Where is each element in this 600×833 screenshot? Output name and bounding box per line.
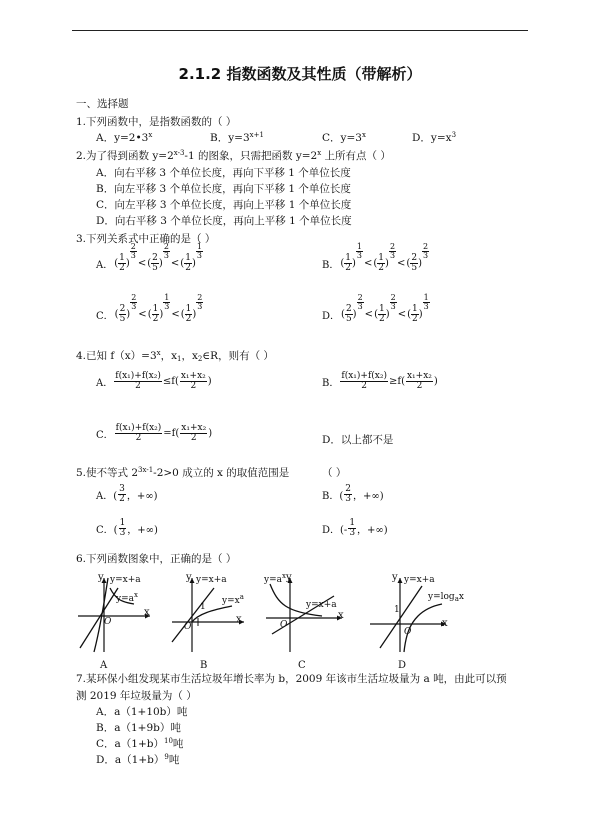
q3-C-base-2-den: 2 [185, 314, 192, 325]
q5-B-frac-den: 3 [345, 494, 351, 505]
q5-D-frac-den: 3 [349, 528, 356, 539]
q3-A-term-1: ( $\frac{2}{5}$ ) $\frac{2}{3}$ [147, 242, 169, 274]
q3-D-base-1-den: 2 [378, 314, 385, 325]
q4-A-rhs-den: 2 [190, 381, 197, 392]
q5-B-frac-num: 2 [345, 484, 351, 494]
q7-option-b: B．a（1+9b）吨 [96, 722, 181, 734]
q3-D-base-2 [411, 305, 419, 325]
q3-D-base-1 [378, 305, 386, 325]
q4-C-rhs-num: x₁+x₂ [181, 423, 207, 433]
q3-stem: 3.下列关系式中正确的是（ ） [76, 233, 216, 245]
q4-option-d: D．以上都不是 [322, 434, 394, 446]
q3-C-exp-2 [196, 294, 203, 311]
q1-option-c: C．$y=3^x$ [322, 131, 366, 144]
q3-option-c [96, 293, 203, 325]
q3-D-base-0-num: 2 [345, 304, 352, 314]
graph-d-line-label: y=x+a [404, 575, 435, 585]
q3-B-term-0: ( $\frac{1}{2}$ ) $\frac{1}{3}$ [340, 242, 362, 274]
graph-a-letter: A [100, 660, 108, 671]
q7-option-a: A．a（1+10b）吨 [96, 706, 188, 718]
q4-B-label: B． [322, 378, 340, 390]
graph-b-origin: O [184, 622, 192, 632]
q3-A-exp-num-0: 2 [130, 242, 136, 252]
q3-B-base-0 [344, 254, 352, 274]
q3-A-base-2-den: 2 [185, 263, 191, 274]
graph-b-letter: B [200, 660, 208, 671]
q4-B-rhs-num: x₁+x₂ [406, 371, 432, 381]
q3-C-base-1-num: 1 [152, 304, 159, 314]
graph-a-y-label: y [98, 572, 104, 583]
q3-B-term-2: ( $\frac{2}{5}$ ) $\frac{2}{3}$ [406, 242, 429, 274]
q5-D-frac-num: 1 [349, 518, 356, 528]
q3-D-lt-2: < [397, 309, 407, 321]
q3-A-exp-0 [130, 243, 137, 260]
q3-B-exp-num-1: 2 [389, 242, 396, 252]
q3-B-term-1: ( $\frac{1}{2}$ ) $\frac{2}{3}$ [373, 242, 396, 274]
q3-D-base-2-num: 1 [412, 304, 418, 314]
q3-A-exp-den-1: 3 [163, 251, 169, 261]
q3-A-exp-num-2: 1 [196, 242, 202, 252]
q3-C-lt-1: < [138, 309, 147, 321]
q4-C-rhs [180, 424, 207, 444]
q4-B-close: ) [433, 376, 438, 388]
graph-b-one: 1 [200, 602, 206, 612]
q3-B-base-0-den: 2 [345, 263, 351, 274]
q4-B-lhs-num: f(x₁)+f(x₂) [341, 371, 387, 381]
q3-C-label: C． [96, 311, 114, 323]
q3-B-exp-2 [422, 243, 429, 260]
q3-A-base-0-den: 2 [119, 263, 125, 274]
q7-option-c: C．$a(1+b)^{10}$吨 [96, 737, 184, 750]
graph-a-curve-label: $y=a^x$ [116, 591, 138, 604]
q5-C-label: C．( [96, 525, 118, 537]
q3-C-term-1: ( $\frac{1}{2}$ ) $\frac{1}{3}$ [147, 293, 170, 325]
q3-C-exp-num-1: 1 [164, 293, 170, 303]
graph-d-origin: O [404, 627, 412, 637]
q3-C-exp-1 [163, 294, 170, 311]
q3-A-exp-den-2: 3 [196, 251, 202, 261]
q2-stem: 2.为了得到函数 $y=2^{x-3}-1$ 的图象，只需把函数 $y=2^x$ 上所有点（ ） [76, 149, 391, 162]
q3-C-exp-den-2: 3 [197, 302, 203, 312]
q3-D-term-1: ( $\frac{1}{2}$ ) $\frac{2}{3}$ [374, 293, 396, 325]
q3-B-exp-den-0: 3 [356, 251, 362, 261]
q5-A-frac-num: 3 [119, 484, 125, 494]
q3-option-a [96, 242, 203, 274]
section-heading: 一、选择题 [76, 98, 129, 110]
q5-C-frac [119, 519, 127, 539]
q3-D-exp-num-2: 1 [423, 293, 429, 303]
graph-d [366, 574, 450, 654]
q4-C-rhs-den: 2 [190, 433, 197, 444]
q3-A-exp-den-0: 3 [130, 251, 136, 261]
q5-B-tail: ，+∞) [352, 491, 384, 503]
q3-C-term-0: ( $\frac{2}{5}$ ) $\frac{2}{3}$ [114, 293, 137, 325]
graph-d-one: 1 [394, 605, 400, 615]
q5-C-tail: ，+∞) [127, 525, 158, 537]
q5-C-frac-num: 1 [119, 518, 126, 528]
q3-D-exp-num-0: 2 [357, 293, 363, 303]
q2-option-c: C．向左平移 3 个单位长度，再向上平移 1 个单位长度 [96, 199, 352, 211]
q4-option-a [96, 372, 212, 392]
q5-option-a [96, 485, 157, 505]
q4-A-label: A． [96, 378, 114, 390]
q5-A-label: A．( [96, 491, 118, 503]
q5-D-label: D．(- [322, 525, 348, 537]
q2-option-d: D．向右平移 3 个单位长度，再向上平移 1 个单位长度 [96, 215, 352, 227]
graph-d-y-label: y [392, 572, 398, 583]
q3-D-exp-1 [390, 294, 397, 311]
q3-B-exp-1 [389, 243, 396, 260]
q2-option-b: B．向左平移 3 个单位长度，再向下平移 1 个单位长度 [96, 183, 351, 195]
q2-option-a: A．向右平移 3 个单位长度，再向下平移 1 个单位长度 [96, 167, 351, 179]
q4-A-rel: ≤f( [162, 376, 179, 388]
q3-C-base-0-den: 5 [119, 314, 126, 325]
q3-C-exp-num-2: 2 [197, 293, 203, 303]
graph-c-curve-label: $y=a^x$ [264, 572, 286, 585]
q1-option-d: D．$y=x^3$ [412, 131, 457, 144]
q7-stem-line1: 7.某环保小组发现某市生活垃圾年增长率为 b，2009 年该市生活垃圾量为 a 吨，由此可以预 [76, 673, 507, 685]
q1-option-a: A．$y=2•3^x$ [96, 131, 153, 144]
q4-option-c [96, 424, 212, 444]
q3-B-base-2 [410, 254, 418, 274]
q3-D-exp-den-1: 3 [390, 302, 396, 312]
q3-D-base-2-den: 2 [412, 314, 418, 325]
q5-D-frac [348, 519, 356, 539]
q3-C-base-0 [119, 305, 127, 325]
q3-B-base-1-den: 2 [378, 263, 385, 274]
q4-A-rhs [180, 372, 207, 392]
q4-stem: 4.已知 $f(x)=3^x$，$x_1$，$x_2\in R$，则有（ ） [76, 349, 274, 363]
graph-b-curve-label: $y=x^a$ [222, 593, 244, 606]
q3-C-base-0-num: 2 [119, 304, 126, 314]
q7-option-d: D．$a(1+b)^9$吨 [96, 753, 180, 766]
q4-A-close: ) [207, 376, 212, 388]
q5-A-frac [118, 485, 126, 505]
q5-D-tail: ，+∞) [357, 525, 388, 537]
q3-A-term-0: ( $\frac{1}{2}$ ) $\frac{2}{3}$ [114, 242, 136, 274]
q3-A-base-1-num: 2 [152, 253, 158, 263]
q3-C-term-2: ( $\frac{1}{2}$ ) $\frac{2}{3}$ [180, 293, 203, 325]
q3-C-base-1-den: 2 [152, 314, 159, 325]
q4-option-b [322, 372, 438, 392]
q3-A-term-2: ( $\frac{1}{2}$ ) $\frac{1}{3}$ [180, 242, 202, 274]
q5-option-d [322, 519, 388, 539]
q5-option-c [96, 519, 158, 539]
q3-A-exp-num-1: 2 [163, 242, 169, 252]
q3-C-exp-den-1: 3 [164, 302, 170, 312]
graph-c-origin: O [280, 620, 288, 630]
q4-B-lhs-den: 2 [361, 381, 368, 392]
q3-A-base-0 [118, 254, 126, 274]
q3-C-base-2 [185, 305, 193, 325]
graph-a [74, 574, 154, 654]
q3-B-label: B． [322, 260, 340, 272]
graph-c-line-label: y=x+a [306, 600, 337, 610]
q4-A-lhs-den: 2 [135, 381, 141, 392]
q3-D-exp-num-1: 2 [390, 293, 396, 303]
q3-B-lt-2: < [397, 258, 406, 270]
q3-A-exp-2 [196, 243, 203, 260]
q3-C-lt-2: < [171, 309, 180, 321]
q4-A-lhs [114, 372, 162, 392]
q3-A-base-0-num: 1 [119, 253, 125, 263]
q3-B-exp-den-1: 3 [389, 251, 396, 261]
q4-C-lhs [115, 424, 163, 444]
q3-D-exp-0 [357, 294, 364, 311]
graph-c-y-label: y [286, 572, 292, 583]
q3-A-base-2 [184, 254, 192, 274]
graph-c-letter: C [298, 660, 306, 671]
q4-A-rhs-num: x₁+x₂ [180, 371, 206, 381]
q5-A-frac-den: 2 [119, 494, 125, 505]
q5-stem: 5.使不等式 $2^{3x-1}-2>0$ 成立的 x 的取值范围是 [76, 466, 290, 479]
q5-A-tail: ，+∞) [126, 491, 158, 503]
q3-C-exp-0 [130, 294, 137, 311]
graph-c [262, 574, 346, 654]
q4-B-rhs-den: 2 [416, 381, 423, 392]
q3-B-base-0-num: 1 [345, 253, 351, 263]
q4-B-rel: ≥f( [388, 376, 405, 388]
q4-B-lhs [340, 372, 388, 392]
q4-C-rel: =f( [163, 428, 180, 440]
q3-D-exp-2 [423, 294, 430, 311]
q3-D-term-0: ( $\frac{2}{5}$ ) $\frac{2}{3}$ [341, 293, 363, 325]
q5-C-frac-den: 3 [119, 528, 126, 539]
q3-option-b [322, 242, 429, 274]
q4-B-rhs [406, 372, 433, 392]
q5-B-frac [344, 485, 352, 505]
q1-option-b: B．$y=3^{x+1}$ [210, 131, 264, 144]
q4-A-lhs-num: f(x₁)+f(x₂) [115, 371, 161, 381]
page-title: 2.1.2 指数函数及其性质（带解析） [178, 65, 422, 83]
graph-b-x-label: x [236, 614, 242, 625]
q3-C-exp-num-0: 2 [131, 293, 137, 303]
q6-stem: 6.下列函数图象中，正确的是（ ） [76, 553, 237, 565]
q3-B-base-2-num: 2 [411, 253, 418, 263]
q3-D-base-0 [345, 305, 353, 325]
q3-D-label: D． [322, 311, 341, 323]
q3-C-exp-den-0: 3 [131, 302, 137, 312]
q3-B-base-1 [377, 254, 385, 274]
graph-a-x-label: x [144, 607, 150, 618]
q3-C-base-1 [152, 305, 160, 325]
q4-C-lhs-den: 2 [135, 433, 142, 444]
q3-D-exp-den-0: 3 [357, 302, 363, 312]
q1-stem: 1.下列函数中，是指数函数的（ ） [76, 116, 237, 128]
graph-d-curve-label: $y=\log_ax$ [428, 592, 464, 603]
q4-C-lhs-num: f(x₁)+f(x₂) [115, 423, 162, 433]
graph-b-y-label: y [186, 572, 192, 583]
graph-d-letter: D [398, 660, 407, 671]
q3-A-base-1-den: 5 [152, 263, 158, 274]
q3-A-label: A． [96, 260, 114, 272]
q3-A-base-1 [151, 254, 159, 274]
q3-B-base-2-den: 5 [411, 263, 418, 274]
q3-D-term-2: ( $\frac{1}{2}$ ) $\frac{1}{3}$ [407, 293, 429, 325]
q3-D-exp-den-2: 3 [423, 302, 429, 312]
q3-B-exp-num-2: 2 [422, 242, 429, 252]
graph-b-line-label: y=x+a [196, 575, 227, 585]
q7-stem-line2: 测 2019 年垃圾量为（ ） [76, 690, 197, 702]
q3-B-base-1-num: 1 [378, 253, 385, 263]
q4-C-label: C． [96, 430, 114, 442]
header-rule [72, 30, 528, 31]
graph-c-x-label: x [338, 610, 344, 621]
q3-D-lt-1: < [364, 309, 374, 321]
q3-A-lt-2: < [170, 258, 180, 270]
q3-option-d [322, 293, 430, 325]
q3-A-exp-1 [163, 243, 170, 260]
q4-C-close: ) [208, 428, 213, 440]
q5-B-label: B．( [322, 491, 344, 503]
graph-a-line-label: y=x+a [110, 575, 141, 585]
q3-B-lt-1: < [364, 258, 373, 270]
q3-B-exp-den-2: 3 [422, 251, 429, 261]
q3-A-lt-1: < [137, 258, 147, 270]
q5-option-b [322, 485, 384, 505]
graph-a-origin: O [104, 617, 112, 627]
q3-D-base-1-num: 1 [378, 304, 385, 314]
q3-D-base-0-den: 5 [345, 314, 352, 325]
q3-B-exp-num-0: 1 [356, 242, 362, 252]
q5-paren: （ ） [322, 467, 347, 479]
q3-A-base-2-num: 1 [185, 253, 191, 263]
q3-B-exp-0 [356, 243, 363, 260]
q3-C-base-2-num: 1 [185, 304, 192, 314]
graph-d-x-label: x [442, 618, 448, 629]
